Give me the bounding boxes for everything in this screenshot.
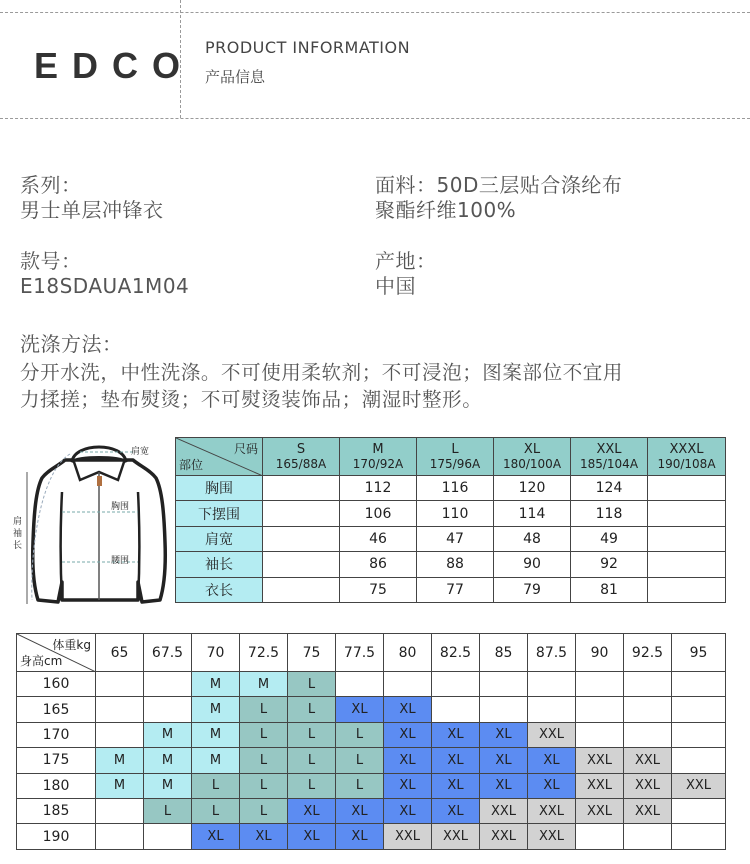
fit-table-cell <box>480 672 528 697</box>
weight-col-header: 80 <box>384 634 432 672</box>
size-table-cell: 120 <box>494 476 571 501</box>
fit-table-cell: M <box>192 722 240 747</box>
fit-table-cell: XXL <box>480 824 528 849</box>
size-table-cell <box>263 501 340 526</box>
fit-table-cell <box>672 722 726 747</box>
height-row-label: 175 <box>17 748 96 773</box>
height-row-label: 185 <box>17 798 96 823</box>
header-top-divider <box>0 12 750 13</box>
size-table-cell <box>648 476 726 501</box>
fit-table-cell <box>384 672 432 697</box>
size-table-cell <box>263 577 340 602</box>
size-row-label: 袖长 <box>176 552 263 577</box>
fit-table-cell: XXL <box>576 748 624 773</box>
fit-table-cell: L <box>288 672 336 697</box>
size-table-row <box>176 526 726 551</box>
fit-table-row <box>17 748 726 773</box>
jacket-illustration <box>10 432 175 610</box>
size-row-label: 下摆围 <box>176 501 263 526</box>
fit-table-cell <box>672 798 726 823</box>
fit-table-cell: M <box>144 773 192 798</box>
fit-table-cell: XXL <box>576 798 624 823</box>
weight-col-header: 92.5 <box>624 634 672 672</box>
fit-table-row <box>17 773 726 798</box>
fit-table-cell <box>672 672 726 697</box>
fit-table-cell: XL <box>336 798 384 823</box>
weight-col-header: 95 <box>672 634 726 672</box>
size-table-cell: 118 <box>571 501 648 526</box>
figure-label-chest: 胸围 <box>111 502 130 512</box>
size-header-row <box>176 438 726 476</box>
fit-table-cell: L <box>192 773 240 798</box>
fit-table-row <box>17 824 726 849</box>
size-table-row <box>176 552 726 577</box>
fit-table-cell: L <box>288 722 336 747</box>
fit-table-cell <box>96 722 144 747</box>
weight-col-header: 67.5 <box>144 634 192 672</box>
fit-table-cell <box>576 824 624 849</box>
header-bottom-divider <box>0 118 750 119</box>
size-measurement-table <box>175 437 726 603</box>
size-table-cell: 124 <box>571 476 648 501</box>
height-row-label: 170 <box>17 722 96 747</box>
fit-table-cell <box>144 824 192 849</box>
fit-table-cell: XL <box>288 824 336 849</box>
fit-table-cell: XL <box>432 798 480 823</box>
fit-table-cell: XL <box>384 773 432 798</box>
fit-table-cell: L <box>240 798 288 823</box>
wash-line-2: 力揉搓；垫布熨烫；不可熨烫装饰品；潮湿时整形。 <box>20 388 483 411</box>
fit-table-cell: XL <box>480 722 528 747</box>
weight-col-header: 65 <box>96 634 144 672</box>
fit-table-row <box>17 697 726 722</box>
fit-table-cell: XXL <box>624 773 672 798</box>
fit-table-cell <box>624 824 672 849</box>
fit-table-cell: M <box>240 672 288 697</box>
fit-table-row <box>17 722 726 747</box>
height-row-label: 165 <box>17 697 96 722</box>
fit-table-cell: XL <box>288 798 336 823</box>
size-table-row <box>176 501 726 526</box>
weight-col-header: 90 <box>576 634 624 672</box>
size-col-header: XL 180/100A <box>494 438 571 476</box>
size-table-cell <box>648 526 726 551</box>
fit-table-cell: L <box>192 798 240 823</box>
fit-table-cell: M <box>192 748 240 773</box>
fit-table-cell <box>624 722 672 747</box>
size-table-cell <box>263 476 340 501</box>
style-label: 款号： <box>20 249 82 273</box>
size-row-label: 胸围 <box>176 476 263 501</box>
weight-col-header: 85 <box>480 634 528 672</box>
weight-col-header: 77.5 <box>336 634 384 672</box>
fit-table-cell <box>96 697 144 722</box>
fit-table-cell <box>672 697 726 722</box>
fit-table-cell: L <box>336 722 384 747</box>
size-table-cell: 114 <box>494 501 571 526</box>
size-table-cell: 46 <box>340 526 417 551</box>
size-col-header: M 170/92A <box>340 438 417 476</box>
size-table-cell: 112 <box>340 476 417 501</box>
size-table-cell <box>263 526 340 551</box>
fit-table-cell: L <box>288 773 336 798</box>
fit-table-row <box>17 672 726 697</box>
fit-table-cell: M <box>192 697 240 722</box>
fit-table-cell: XL <box>384 722 432 747</box>
fit-table-cell <box>672 824 726 849</box>
fit-table-cell <box>96 824 144 849</box>
size-table-cell: 110 <box>417 501 494 526</box>
fit-table-cell: XXL <box>672 773 726 798</box>
fit-table-cell: M <box>144 722 192 747</box>
fit-table-cell: XL <box>480 748 528 773</box>
fit-table-cell: XXL <box>624 798 672 823</box>
fit-table-cell: XXL <box>384 824 432 849</box>
size-col-header: XXL 185/104A <box>571 438 648 476</box>
fit-table-cell: XL <box>528 773 576 798</box>
fit-table-cell: XL <box>528 748 576 773</box>
corner-label-size: 尺码 <box>233 442 258 456</box>
size-table-cell: 49 <box>571 526 648 551</box>
height-row-label: 160 <box>17 672 96 697</box>
fit-table-cell: L <box>240 773 288 798</box>
size-table-cell: 86 <box>340 552 417 577</box>
size-table-cell <box>263 552 340 577</box>
fit-table-cell <box>432 672 480 697</box>
fit-table-cell <box>624 697 672 722</box>
fit-table-cell: XL <box>432 722 480 747</box>
fit-table-cell: M <box>96 748 144 773</box>
fit-table-cell <box>576 722 624 747</box>
figure-label-shoulder: 肩宽 <box>131 447 150 457</box>
weight-col-header: 70 <box>192 634 240 672</box>
fit-table-cell: L <box>336 773 384 798</box>
size-table-cell: 77 <box>417 577 494 602</box>
fit-table-cell <box>576 672 624 697</box>
fit-table-cell: XXL <box>576 773 624 798</box>
size-col-header: L 175/96A <box>417 438 494 476</box>
fit-table-cell: L <box>288 748 336 773</box>
origin-value: 中国 <box>375 274 416 298</box>
fit-table-cell: XL <box>432 773 480 798</box>
section-title-cn: 产品信息 <box>205 68 266 86</box>
fit-table-cell: M <box>144 748 192 773</box>
fit-table-cell: L <box>240 748 288 773</box>
fit-table-cell: M <box>96 773 144 798</box>
origin-label: 产地： <box>375 249 437 273</box>
height-weight-fit-table <box>16 633 726 850</box>
size-table-row <box>176 476 726 501</box>
size-row-label: 衣长 <box>176 577 263 602</box>
size-table-cell: 48 <box>494 526 571 551</box>
series-label: 系列： <box>20 173 82 197</box>
size-table-cell: 79 <box>494 577 571 602</box>
fit-table-cell: XXL <box>528 722 576 747</box>
wash-line-1: 分开水洗，中性洗涤。不可使用柔软剂；不可浸泡；图案部位不宜用 <box>20 361 624 384</box>
weight-col-header: 75 <box>288 634 336 672</box>
height-row-label: 190 <box>17 824 96 849</box>
fit-table-cell: M <box>192 672 240 697</box>
weight-col-header: 82.5 <box>432 634 480 672</box>
fit-table-cell: L <box>240 697 288 722</box>
fit-table-cell: XXL <box>528 798 576 823</box>
size-row-label: 肩宽 <box>176 526 263 551</box>
fit-table-cell: XXL <box>528 824 576 849</box>
fit-table-cell: L <box>240 722 288 747</box>
fit-table-cell <box>96 798 144 823</box>
fit-table-cell: L <box>336 748 384 773</box>
fit-table-cell: XXL <box>624 748 672 773</box>
fit-table-cell: L <box>144 798 192 823</box>
section-title-en: PRODUCT INFORMATION <box>205 38 411 57</box>
fit-table-cell <box>528 672 576 697</box>
size-table-cell: 88 <box>417 552 494 577</box>
size-table-cell <box>648 552 726 577</box>
figure-label-hem: 腰围 <box>111 556 130 566</box>
brand-logo: EDCO <box>34 45 195 86</box>
size-table-cell: 106 <box>340 501 417 526</box>
fit-table-cell: L <box>288 697 336 722</box>
fit-table-cell: XL <box>336 824 384 849</box>
style-value: E18SDAUA1M04 <box>20 274 190 298</box>
fit-table-cell <box>144 672 192 697</box>
fit-table-cell: XL <box>336 697 384 722</box>
size-table-row <box>176 577 726 602</box>
jacket-measurement-figure <box>10 432 175 610</box>
fit-table-cell <box>672 748 726 773</box>
figure-label-sleeve: 肩袖长 <box>13 517 23 551</box>
fit-table-cell: XL <box>384 697 432 722</box>
fabric-value: 聚酯纤维100% <box>375 198 517 222</box>
corner-label-height: 身高cm <box>20 654 63 668</box>
fit-table-cell <box>96 672 144 697</box>
fit-table-cell <box>336 672 384 697</box>
corner-label-part: 部位 <box>179 458 204 472</box>
size-col-header: XXXL 190/108A <box>648 438 726 476</box>
fit-table-corner <box>17 634 96 672</box>
wash-label: 洗涤方法： <box>20 332 123 356</box>
fit-table-cell <box>528 697 576 722</box>
fit-header-row <box>17 634 726 672</box>
weight-col-header: 87.5 <box>528 634 576 672</box>
size-table-cell <box>648 501 726 526</box>
fit-table-cell <box>576 697 624 722</box>
height-row-label: 180 <box>17 773 96 798</box>
fit-table-cell: XXL <box>480 798 528 823</box>
corner-label-weight: 体重kg <box>52 638 91 652</box>
fabric-label: 面料：50D三层贴合涤纶布 <box>375 173 623 197</box>
size-table-cell <box>648 577 726 602</box>
fit-table-cell <box>432 697 480 722</box>
size-table-cell: 92 <box>571 552 648 577</box>
fit-table-row <box>17 798 726 823</box>
fit-table-cell: XL <box>432 748 480 773</box>
size-table-cell: 47 <box>417 526 494 551</box>
size-table-cell: 75 <box>340 577 417 602</box>
fit-table-cell <box>480 697 528 722</box>
fit-table-cell: XL <box>384 748 432 773</box>
fit-table-cell: XL <box>240 824 288 849</box>
size-table-corner <box>176 438 263 476</box>
size-col-header: S 165/88A <box>263 438 340 476</box>
fit-table-cell: XL <box>384 798 432 823</box>
size-table-cell: 116 <box>417 476 494 501</box>
size-table-cell: 90 <box>494 552 571 577</box>
size-table-cell: 81 <box>571 577 648 602</box>
weight-col-header: 72.5 <box>240 634 288 672</box>
fit-table-cell <box>144 697 192 722</box>
fit-table-cell <box>624 672 672 697</box>
series-value: 男士单层冲锋衣 <box>20 198 164 222</box>
fit-table-cell: XL <box>480 773 528 798</box>
fit-table-cell: XXL <box>432 824 480 849</box>
fit-table-cell: XL <box>192 824 240 849</box>
